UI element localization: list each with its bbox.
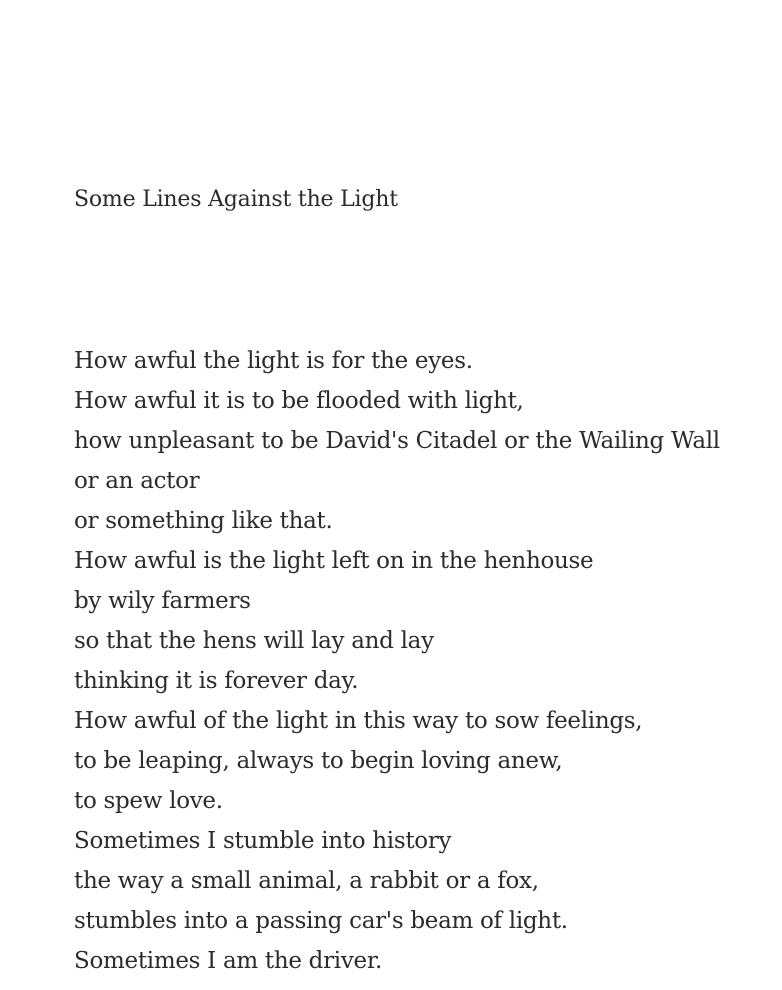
poem-line: Sometimes I am the driver.	[74, 948, 383, 974]
poem-line: How awful is the light left on in the henhouse	[74, 548, 594, 574]
poem-line: to be leaping, always to begin loving anew,	[74, 748, 563, 774]
poem-line: so that the hens will lay and lay	[74, 628, 434, 654]
poem-line: to spew love.	[74, 788, 223, 814]
poem-line: stumbles into a passing car's beam of light.	[74, 908, 568, 934]
poem-line: or something like that.	[74, 508, 333, 534]
poem-line: Sometimes I stumble into history	[74, 828, 452, 854]
poem-line: thinking it is forever day.	[74, 668, 359, 694]
poem-title: Some Lines Against the Light	[74, 187, 398, 212]
poem-line: How awful the light is for the eyes.	[74, 348, 473, 374]
poem-body	[74, 341, 720, 981]
poem-line: how unpleasant to be David's Citadel or the Wailing Wall	[74, 428, 720, 454]
poem-line: How awful it is to be flooded with light,	[74, 388, 524, 414]
poem-line: by wily farmers	[74, 588, 251, 614]
poem-line: the way a small animal, a rabbit or a fox,	[74, 868, 539, 894]
poem-line: or an actor	[74, 468, 200, 494]
poem-line: How awful of the light in this way to sow feelings,	[74, 708, 643, 734]
